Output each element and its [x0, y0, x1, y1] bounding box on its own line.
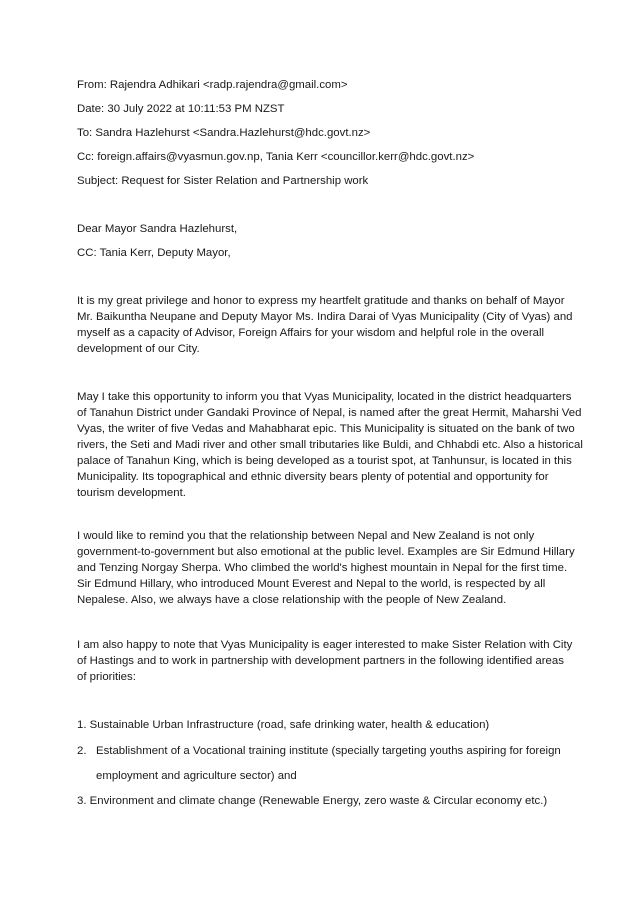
paragraph-line: of Hastings and to work in partnership with development partners in the following identified areas [77, 655, 564, 667]
paragraph-line: tourism development. [77, 487, 186, 499]
paragraph-line: It is my great privilege and honor to express my heartfelt gratitude and thanks on behalf of Mayor [77, 295, 565, 307]
paragraph-line: Municipality. Its topographical and ethnic diversity bears plenty of potential and opportunity for [77, 471, 549, 483]
list-number: 2. [77, 745, 87, 757]
paragraph-line: I am also happy to note that Vyas Municipality is eager interested to make Sister Relation with City [77, 639, 573, 651]
cc-line: Cc: foreign.affairs@vyasmun.gov.np, Tania Kerr <councillor.kerr@hdc.govt.nz> [77, 151, 475, 163]
paragraph-line: rivers, the Seti and Madi river and other small tributaries like Buldi, and Chhabdi etc. Also a historical [77, 439, 583, 451]
priority-item-3: 3. Environment and climate change (Renewable Energy, zero waste & Circular economy etc.) [77, 795, 548, 807]
subject-line: Subject: Request for Sister Relation and Partnership work [77, 175, 369, 187]
paragraph-line: Mr. Baikuntha Neupane and Deputy Mayor Ms. Indira Darai of Vyas Municipality (City of Vyas) and [77, 311, 573, 323]
date-line: Date: 30 July 2022 at 10:11:53 PM NZST [77, 103, 285, 115]
priority-item-2-line-1: Establishment of a Vocational training institute (specially targeting youths aspiring for foreign [96, 745, 561, 757]
paragraph-line: of priorities: [77, 671, 136, 683]
paragraph-vyas-info [77, 389, 583, 501]
cc-salutation: CC: Tania Kerr, Deputy Mayor, [77, 247, 231, 259]
to-line: To: Sandra Hazlehurst <Sandra.Hazlehurst@hdc.govt.nz> [77, 127, 371, 139]
greeting: Dear Mayor Sandra Hazlehurst, [77, 223, 238, 235]
paragraph-relationship [77, 528, 575, 608]
paragraph-line: I would like to remind you that the relationship between Nepal and New Zealand is not only [77, 530, 535, 542]
paragraph-sister-relation [77, 637, 573, 685]
paragraph-line: Nepalese. Also, we always have a close relationship with the people of New Zealand. [77, 594, 507, 606]
priority-item-2-line-2: employment and agriculture sector) and [96, 770, 297, 782]
priority-item-1: 1. Sustainable Urban Infrastructure (road, safe drinking water, health & education) [77, 719, 490, 731]
paragraph-line: and Tenzing Norgay Sherpa. Who climbed the world's highest mountain in Nepal for the first time. [77, 562, 568, 574]
paragraph-gratitude [77, 293, 573, 357]
paragraph-line: palace of Tanahun King, which is being developed as a tourist spot, at Tanhunsur, is located in this [77, 455, 572, 467]
paragraph-line: government-to-government but also emotional at the public level. Examples are Sir Edmund Hillary [77, 546, 575, 558]
from-line: From: Rajendra Adhikari <radp.rajendra@gmail.com> [77, 79, 348, 91]
paragraph-line: Sir Edmund Hillary, who introduced Mount Everest and Nepal to the world, is respected by all [77, 578, 546, 590]
paragraph-line: Vyas, the writer of five Vedas and Mahabharat epic. This Municipality is situated on the bank of two [77, 423, 575, 435]
paragraph-line: development of our City. [77, 343, 200, 355]
priority-item-2 [77, 743, 87, 759]
paragraph-line: May I take this opportunity to inform you that Vyas Municipality, located in the district headquarters [77, 391, 572, 403]
paragraph-line: of Tanahun District under Gandaki Province of Nepal, is named after the great Hermit, Maharshi Ved [77, 407, 582, 419]
paragraph-line: myself as a capacity of Advisor, Foreign Affairs for your wisdom and helpful role in the overall [77, 327, 545, 339]
